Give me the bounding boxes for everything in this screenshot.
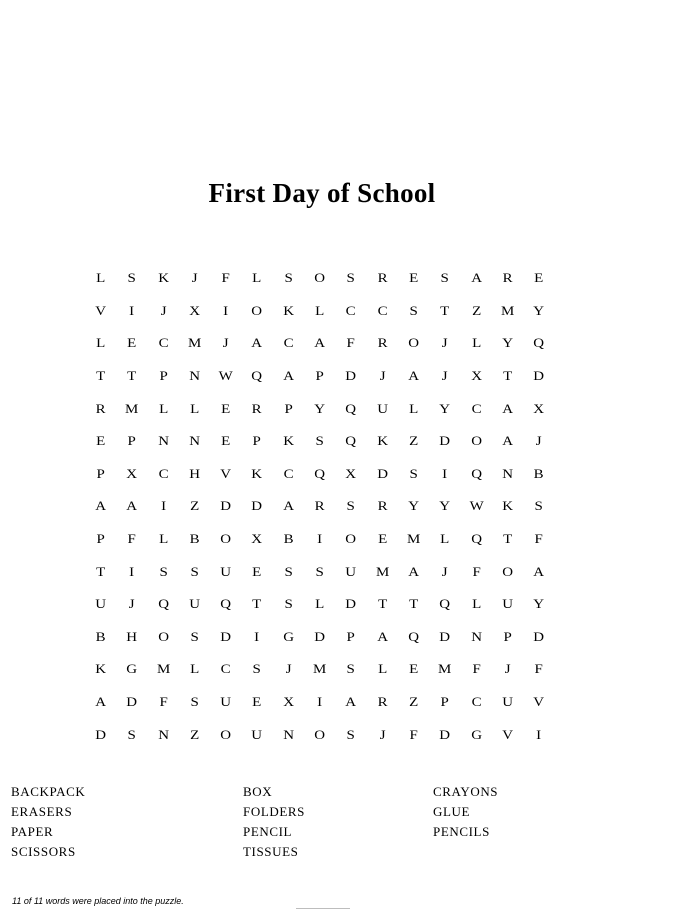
grid-letter: L: [96, 335, 106, 351]
grid-letter: M: [375, 563, 389, 579]
grid-letter: P: [440, 694, 450, 710]
grid-letter: L: [471, 596, 481, 612]
grid-letter: R: [252, 400, 263, 416]
grid-letter: Z: [189, 498, 200, 514]
grid-letter: Q: [470, 465, 482, 481]
grid-letter: J: [441, 368, 448, 384]
grid-letter: S: [284, 563, 293, 579]
grid-letter: I: [223, 302, 229, 318]
grid-letter: L: [252, 270, 262, 286]
grid-letter: E: [96, 433, 106, 449]
grid-letter: A: [502, 433, 513, 449]
letter-grid: [85, 262, 554, 751]
grid-letter: T: [377, 596, 387, 612]
grid-letter: X: [345, 465, 357, 481]
grid-letter: F: [127, 531, 137, 547]
grid-letter: L: [315, 596, 325, 612]
grid-letter: J: [191, 270, 198, 286]
placement-summary: 11 of 11 words were placed into the puzzle.: [12, 896, 184, 906]
grid-letter: R: [377, 335, 388, 351]
grid-letter: N: [189, 368, 200, 384]
grid-letter: A: [283, 368, 294, 384]
grid-letter: M: [125, 400, 139, 416]
grid-letter: J: [129, 596, 135, 612]
word-list-item: PENCIL: [243, 824, 293, 839]
grid-letter: V: [95, 302, 107, 318]
word-list-item: SCISSORS: [11, 844, 76, 859]
grid-letter: X: [533, 400, 545, 416]
grid-letter: P: [159, 368, 168, 384]
grid-letter: X: [126, 465, 138, 481]
grid-letter: L: [471, 335, 481, 351]
word-list-item: BACKPACK: [11, 784, 86, 799]
grid-letter: D: [376, 465, 388, 481]
grid-letter: M: [500, 302, 515, 318]
grid-letter: D: [220, 628, 232, 644]
grid-letter: S: [315, 433, 324, 449]
grid-letter: X: [251, 531, 263, 547]
grid-letter: K: [157, 270, 169, 286]
grid-letter: A: [376, 628, 388, 644]
grid-letter: S: [127, 270, 137, 286]
grid-letter: D: [345, 368, 357, 384]
grid-letter: J: [285, 661, 292, 677]
grid-letter: K: [95, 661, 107, 677]
page-edge-divider: [296, 908, 350, 913]
grid-letter: I: [160, 498, 166, 514]
grid-letter: S: [346, 498, 356, 514]
grid-letter: U: [502, 596, 513, 612]
grid-letter: A: [95, 694, 107, 710]
grid-letter: G: [283, 628, 294, 644]
word-list-item: GLUE: [433, 804, 471, 819]
grid-letter: O: [314, 726, 326, 742]
grid-letter: C: [158, 335, 169, 351]
grid-letter: A: [470, 270, 482, 286]
grid-letter: Q: [345, 400, 357, 416]
grid-letter: N: [157, 433, 169, 449]
grid-letter: W: [469, 498, 484, 514]
grid-letter: A: [95, 498, 107, 514]
grid-letter: F: [159, 694, 168, 710]
grid-letter: Q: [220, 596, 232, 612]
grid-letter: A: [408, 563, 420, 579]
grid-letter: Y: [439, 498, 451, 514]
grid-letter: Y: [533, 302, 545, 318]
puzzle-title: First Day of School: [208, 178, 436, 208]
grid-letter: J: [222, 335, 229, 351]
grid-letter: R: [377, 694, 388, 710]
grid-letter: B: [189, 531, 200, 547]
grid-letter: S: [252, 661, 262, 677]
grid-letter: B: [533, 465, 544, 481]
word-list-item: CRAYONS: [433, 784, 499, 799]
grid-letter: K: [283, 302, 294, 318]
grid-letter: D: [533, 368, 545, 384]
grid-letter: S: [190, 628, 199, 644]
grid-letter: M: [187, 335, 202, 351]
grid-letter: K: [283, 433, 294, 449]
grid-letter: T: [502, 531, 513, 547]
grid-letter: J: [504, 661, 511, 677]
grid-letter: I: [317, 694, 323, 710]
grid-letter: C: [346, 302, 357, 318]
word-list-item: BOX: [243, 784, 273, 799]
grid-letter: C: [158, 465, 169, 481]
grid-letter: F: [472, 661, 481, 677]
grid-letter: L: [315, 302, 325, 318]
grid-letter: T: [252, 596, 262, 612]
grid-letter: E: [409, 661, 419, 677]
grid-letter: K: [502, 498, 513, 514]
grid-letter: R: [377, 498, 388, 514]
grid-letter: N: [470, 628, 482, 644]
word-list-item: PAPER: [11, 824, 54, 839]
grid-letter: U: [189, 596, 200, 612]
grid-letter: D: [345, 596, 357, 612]
grid-letter: T: [409, 596, 419, 612]
grid-letter: Q: [408, 628, 420, 644]
grid-letter: M: [156, 661, 170, 677]
grid-letter: M: [438, 661, 452, 677]
grid-letter: T: [127, 368, 137, 384]
grid-letter: J: [441, 335, 448, 351]
grid-letter: Q: [345, 433, 357, 449]
grid-letter: A: [283, 498, 294, 514]
grid-letter: S: [534, 498, 543, 514]
word-list-item: TISSUES: [243, 844, 299, 859]
grid-letter: J: [441, 563, 448, 579]
grid-letter: D: [439, 433, 451, 449]
grid-letter: N: [502, 465, 513, 481]
grid-letter: P: [96, 531, 105, 547]
grid-letter: D: [95, 726, 107, 742]
grid-letter: O: [408, 335, 420, 351]
grid-letter: Z: [471, 302, 481, 318]
grid-letter: P: [346, 628, 356, 644]
grid-letter: C: [471, 400, 482, 416]
grid-letter: E: [409, 270, 419, 286]
grid-letter: D: [126, 694, 138, 710]
grid-letter: Q: [470, 531, 482, 547]
grid-letter: U: [376, 400, 388, 416]
grid-letter: O: [220, 531, 232, 547]
grid-letter: N: [189, 433, 200, 449]
grid-letter: O: [251, 302, 263, 318]
grid-letter: I: [129, 302, 135, 318]
grid-letter: O: [220, 726, 232, 742]
grid-letter: D: [439, 628, 451, 644]
grid-letter: T: [96, 563, 106, 579]
grid-letter: L: [409, 400, 419, 416]
grid-letter: F: [534, 661, 543, 677]
grid-letter: C: [471, 694, 482, 710]
grid-letter: P: [96, 465, 105, 481]
grid-letter: U: [220, 694, 232, 710]
grid-letter: T: [440, 302, 450, 318]
grid-letter: A: [533, 563, 545, 579]
grid-letter: W: [218, 368, 233, 384]
grid-letter: V: [533, 694, 545, 710]
grid-letter: O: [314, 270, 326, 286]
grid-letter: A: [408, 368, 420, 384]
grid-letter: Y: [408, 498, 420, 514]
grid-letter: R: [377, 270, 388, 286]
grid-letter: R: [95, 400, 106, 416]
grid-letter: S: [315, 563, 324, 579]
grid-letter: Y: [439, 400, 451, 416]
grid-letter: F: [346, 335, 356, 351]
grid-letter: S: [346, 726, 356, 742]
grid-letter: P: [252, 433, 262, 449]
grid-letter: P: [284, 400, 293, 416]
grid-letter: U: [502, 694, 513, 710]
grid-letter: D: [439, 726, 451, 742]
grid-letter: T: [96, 368, 106, 384]
grid-letter: D: [251, 498, 263, 514]
grid-letter: H: [189, 465, 200, 481]
grid-letter: S: [409, 465, 418, 481]
grid-letter: L: [440, 531, 450, 547]
grid-letter: E: [534, 270, 544, 286]
grid-letter: N: [283, 726, 294, 742]
grid-letter: X: [283, 694, 294, 710]
grid-letter: Z: [409, 433, 419, 449]
grid-letter: F: [409, 726, 418, 742]
grid-letter: A: [251, 335, 263, 351]
grid-letter: S: [159, 563, 168, 579]
grid-letter: U: [345, 563, 357, 579]
grid-letter: Y: [533, 596, 545, 612]
grid-letter: F: [221, 270, 230, 286]
grid-letter: S: [190, 563, 199, 579]
grid-letter: A: [126, 498, 138, 514]
grid-letter: E: [252, 563, 262, 579]
grid-letter: O: [345, 531, 357, 547]
grid-letter: S: [440, 270, 450, 286]
word-list-item: ERASERS: [11, 804, 73, 819]
grid-letter: S: [346, 661, 356, 677]
grid-letter: G: [126, 661, 138, 677]
grid-letter: Z: [189, 726, 200, 742]
grid-letter: S: [127, 726, 137, 742]
grid-letter: X: [189, 302, 200, 318]
grid-letter: V: [220, 465, 232, 481]
grid-letter: F: [534, 531, 543, 547]
grid-letter: S: [190, 694, 199, 710]
grid-letter: L: [189, 661, 200, 677]
grid-letter: Q: [251, 368, 263, 384]
grid-letter: E: [221, 400, 231, 416]
grid-letter: R: [502, 270, 513, 286]
grid-letter: I: [317, 531, 323, 547]
word-list-item: FOLDERS: [243, 804, 305, 819]
grid-letter: U: [95, 596, 107, 612]
grid-letter: U: [251, 726, 263, 742]
grid-letter: J: [535, 433, 542, 449]
grid-letter: U: [220, 563, 232, 579]
grid-letter: D: [533, 628, 545, 644]
grid-letter: V: [502, 726, 513, 742]
grid-letter: G: [470, 726, 482, 742]
grid-letter: E: [377, 531, 387, 547]
grid-letter: M: [313, 661, 327, 677]
grid-letter: Y: [314, 400, 326, 416]
grid-letter: E: [252, 694, 262, 710]
grid-letter: B: [95, 628, 106, 644]
grid-letter: Q: [533, 335, 545, 351]
grid-letter: Z: [409, 694, 419, 710]
grid-letter: O: [470, 433, 482, 449]
grid-letter: N: [157, 726, 169, 742]
grid-letter: I: [442, 465, 448, 481]
grid-letter: D: [314, 628, 326, 644]
grid-letter: X: [470, 368, 482, 384]
grid-letter: L: [189, 400, 200, 416]
grid-letter: P: [127, 433, 137, 449]
grid-letter: S: [346, 270, 356, 286]
grid-letter: C: [220, 661, 231, 677]
grid-letter: I: [254, 628, 260, 644]
grid-letter: L: [96, 270, 106, 286]
grid-letter: S: [284, 270, 293, 286]
grid-letter: Y: [502, 335, 513, 351]
grid-letter: C: [283, 465, 294, 481]
word-list-item: PENCILS: [433, 824, 490, 839]
grid-letter: Q: [157, 596, 169, 612]
grid-letter: O: [157, 628, 169, 644]
grid-letter: S: [284, 596, 293, 612]
grid-letter: C: [283, 335, 294, 351]
grid-letter: P: [315, 368, 324, 384]
grid-letter: T: [502, 368, 513, 384]
grid-letter: R: [314, 498, 325, 514]
grid-letter: A: [502, 400, 513, 416]
grid-letter: A: [345, 694, 357, 710]
grid-letter: E: [221, 433, 231, 449]
grid-letter: Q: [314, 465, 326, 481]
word-list: [11, 784, 571, 864]
grid-letter: C: [377, 302, 388, 318]
grid-letter: F: [472, 563, 481, 579]
grid-letter: M: [406, 531, 421, 547]
grid-letter: L: [377, 661, 387, 677]
grid-letter: K: [376, 433, 388, 449]
grid-letter: K: [251, 465, 263, 481]
grid-letter: E: [127, 335, 137, 351]
grid-letter: J: [379, 368, 386, 384]
grid-letter: O: [502, 563, 513, 579]
grid-letter: I: [536, 726, 542, 742]
grid-letter: J: [379, 726, 386, 742]
grid-letter: L: [158, 531, 168, 547]
grid-letter: L: [158, 400, 168, 416]
grid-letter: J: [160, 302, 167, 318]
grid-letter: B: [283, 531, 294, 547]
grid-letter: P: [503, 628, 512, 644]
grid-letter: D: [220, 498, 232, 514]
grid-letter: S: [409, 302, 418, 318]
grid-letter: Q: [439, 596, 451, 612]
grid-letter: A: [314, 335, 326, 351]
grid-letter: H: [126, 628, 138, 644]
grid-letter: I: [129, 563, 135, 579]
